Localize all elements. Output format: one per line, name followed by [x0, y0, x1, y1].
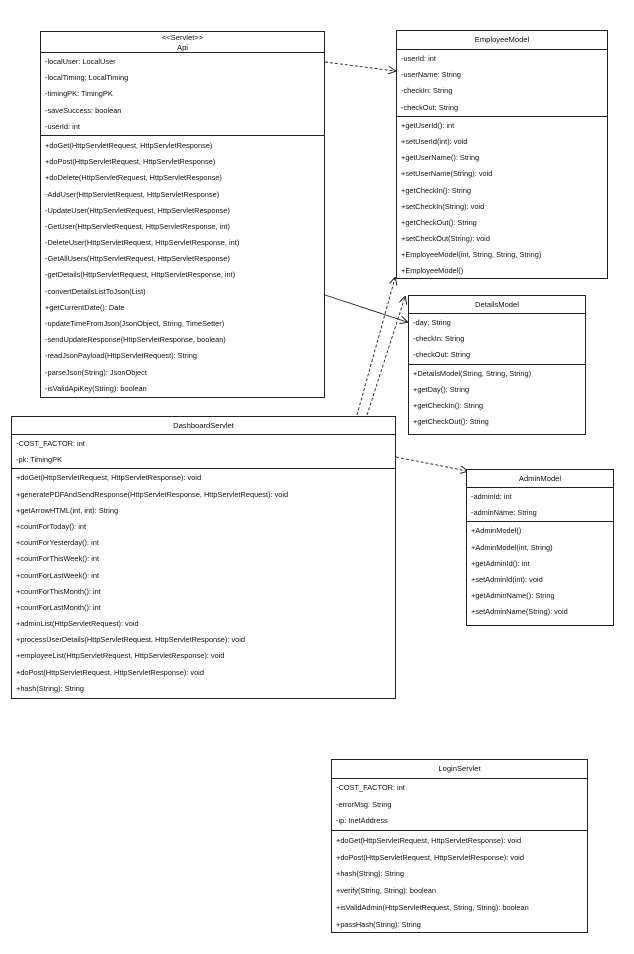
- attributes-section: [409, 314, 585, 364]
- method-row: +isValidAdmin(HttpServletRequest, String, String): boolean: [336, 902, 529, 912]
- dashboard-to-details-model-dependency: [367, 297, 405, 415]
- class-admin-model[interactable]: [466, 469, 614, 626]
- method-row: +countForYesterday(): int: [16, 538, 99, 548]
- class-name: LoginServlet: [438, 764, 481, 773]
- attribute-row: -pk: TimingPK: [16, 455, 62, 465]
- method-row: -AddUser(HttpServletRequest, HttpServletResponse): [45, 189, 220, 199]
- method-row: +setAdminId(int): void: [471, 574, 543, 584]
- attribute-row: -checkOut: String: [401, 102, 459, 112]
- class-login-servlet[interactable]: [331, 759, 588, 933]
- method-row: +EmployeeModel(): [401, 266, 464, 276]
- dashboard-to-employee-model-dependency: [357, 278, 395, 415]
- attribute-row: -userName: String: [401, 70, 461, 80]
- methods-section: [332, 830, 587, 933]
- method-row: +doPost(HttpServletRequest, HttpServletResponse): void: [16, 667, 204, 677]
- method-row: +getAdminId(): int: [471, 558, 530, 568]
- methods-section: [12, 468, 395, 697]
- method-row: +getCheckIn(): String: [413, 400, 484, 410]
- class-employee-model[interactable]: [396, 30, 608, 279]
- class-header: [41, 32, 324, 53]
- attribute-row: -timingPK: TimingPK: [45, 89, 113, 99]
- method-row: +getUserId(): int: [401, 120, 455, 130]
- class-name: DetailsModel: [475, 300, 519, 309]
- method-row: +doPost(HttpServletRequest, HttpServletResponse): void: [336, 852, 524, 862]
- class-name: EmployeeModel: [474, 35, 530, 44]
- method-row: +passHash(String): String: [336, 919, 421, 929]
- method-row: -getDetails(HttpServletRequest, HttpServletResponse, int): [45, 270, 236, 280]
- method-row: +doPost(HttpServletRequest, HttpServletResponse): [45, 157, 216, 167]
- attribute-row: -checkIn: String: [401, 86, 453, 96]
- class-header: [397, 31, 607, 50]
- attribute-row: -ip: InetAddress: [336, 816, 388, 826]
- class-details-model[interactable]: [408, 295, 586, 435]
- method-row: -GetAllUsers(HttpServletRequest, HttpServletResponse): [45, 254, 230, 264]
- method-row: +countForToday(): int: [16, 521, 87, 531]
- class-name: AdminModel: [518, 474, 562, 483]
- class-name: Api: [177, 43, 188, 52]
- attribute-row: -userId: int: [401, 54, 436, 63]
- method-row: -readJsonPayload(HttpServletRequest): String: [45, 351, 197, 361]
- method-row: +DetailsModel(String, String, String): [413, 368, 532, 378]
- attribute-row: -day: String: [413, 318, 451, 327]
- method-row: +setCheckIn(String): void: [401, 201, 485, 211]
- attributes-section: [467, 488, 613, 521]
- method-row: -convertDetailsListToJson(List): [45, 286, 146, 296]
- method-row: +setCheckOut(String): void: [401, 234, 490, 244]
- method-row: +getDay(): String: [413, 384, 470, 394]
- method-row: +hash(String): String: [16, 683, 84, 693]
- class-api[interactable]: [40, 31, 325, 398]
- method-row: +AdminModel(): [471, 526, 522, 536]
- class-dashboard-servlet[interactable]: [11, 416, 396, 699]
- attribute-row: -COST_FACTOR: int: [16, 439, 85, 448]
- method-row: +getCurrentDate(): Date: [45, 302, 125, 312]
- method-row: +AdminModel(int, String): [471, 542, 553, 552]
- method-row: +doGet(HttpServletRequest, HttpServletResponse): void: [336, 836, 522, 846]
- method-row: +countForThisMonth(): int: [16, 586, 101, 596]
- method-row: +countForThisWeek(): int: [16, 554, 100, 564]
- method-row: +getCheckOut(): String: [401, 217, 477, 227]
- method-row: -GetUser(HttpServletRequest, HttpServletResponse, int): [45, 221, 230, 231]
- attributes-section: [41, 53, 324, 135]
- api-to-employee-model-dependency: [325, 62, 395, 71]
- method-row: +setUserId(int): void: [401, 136, 468, 146]
- method-row: +setAdminName(String): void: [471, 607, 568, 617]
- method-row: +adminList(HttpServletRequest): void: [16, 619, 139, 629]
- attribute-row: -userId: int: [45, 121, 80, 131]
- method-row: -DeleteUser(HttpServletRequest, HttpServletResponse, int): [45, 238, 240, 248]
- method-row: +getCheckOut(): String: [413, 417, 489, 427]
- method-row: +doGet(HttpServletRequest, HttpServletResponse): void: [16, 473, 202, 483]
- method-row: -UpdateUser(HttpServletRequest, HttpServletResponse): [45, 205, 230, 215]
- attribute-row: -checkOut: String: [413, 350, 471, 360]
- method-row: +generatePDFAndSendResponse(HttpServletResponse, HttpServletRequest): void: [16, 489, 289, 499]
- methods-section: [41, 135, 324, 397]
- attribute-row: -COST_FACTOR: int: [336, 783, 405, 792]
- class-header: [409, 296, 585, 314]
- class-header: [467, 470, 613, 488]
- method-row: +getUserName(): String: [401, 153, 480, 163]
- class-name: DashboardServlet: [173, 421, 234, 430]
- class-header: [12, 417, 395, 435]
- method-row: -updateTimeFromJson(JsonObject, String, TimeSetter): [45, 319, 225, 328]
- method-row: -isValidApiKey(String): boolean: [45, 383, 147, 393]
- attribute-row: -errorMsg: String: [336, 799, 392, 809]
- method-row: +countForLastMonth(): int: [16, 602, 101, 612]
- class-stereotype: <<Servlet>>: [161, 33, 204, 42]
- attribute-row: -adminName: String: [471, 508, 537, 518]
- method-row: -parseJson(String): JsonObject: [45, 367, 147, 377]
- dashboard-to-admin-model-dependency: [396, 457, 467, 471]
- attributes-section: [332, 779, 587, 830]
- attribute-row: -adminId: int: [471, 492, 512, 501]
- method-row: +hash(String): String: [336, 869, 404, 879]
- method-row: +countForLastWeek(): int: [16, 570, 100, 580]
- attributes-section: [397, 50, 607, 116]
- method-row: +EmployeeModel(int, String, String, String): [401, 250, 542, 260]
- attribute-row: -saveSuccess: boolean: [45, 105, 122, 115]
- class-header: [332, 760, 587, 779]
- attribute-row: -localTiming: LocalTiming: [45, 73, 129, 83]
- method-row: +employeeList(HttpServletRequest, HttpServletResponse): void: [16, 651, 225, 661]
- attributes-section: [12, 435, 395, 468]
- method-row: +doDelete(HttpServletRequest, HttpServletResponse): [45, 173, 222, 183]
- methods-section: [397, 116, 607, 280]
- method-row: +doGet(HttpServletRequest, HttpServletResponse): [45, 140, 213, 150]
- attribute-row: -checkIn: String: [413, 334, 465, 344]
- methods-section: [409, 364, 585, 431]
- method-row: +getArrowHTML(int, int): String: [16, 505, 119, 515]
- method-row: +getAdminName(): String: [471, 591, 555, 601]
- method-row: +verify(String, String): boolean: [336, 886, 437, 896]
- attribute-row: -localUser: LocalUser: [45, 57, 116, 66]
- api-to-details-model-association: [325, 295, 407, 322]
- methods-section: [467, 521, 613, 620]
- method-row: +getCheckIn(): String: [401, 185, 472, 195]
- method-row: -sendUpdateResponse(HttpServletResponse, boolean): [45, 335, 226, 345]
- method-row: +processUserDetails(HttpServletRequest, HttpServletResponse): void: [16, 635, 246, 645]
- method-row: +setUserName(String): void: [401, 169, 493, 179]
